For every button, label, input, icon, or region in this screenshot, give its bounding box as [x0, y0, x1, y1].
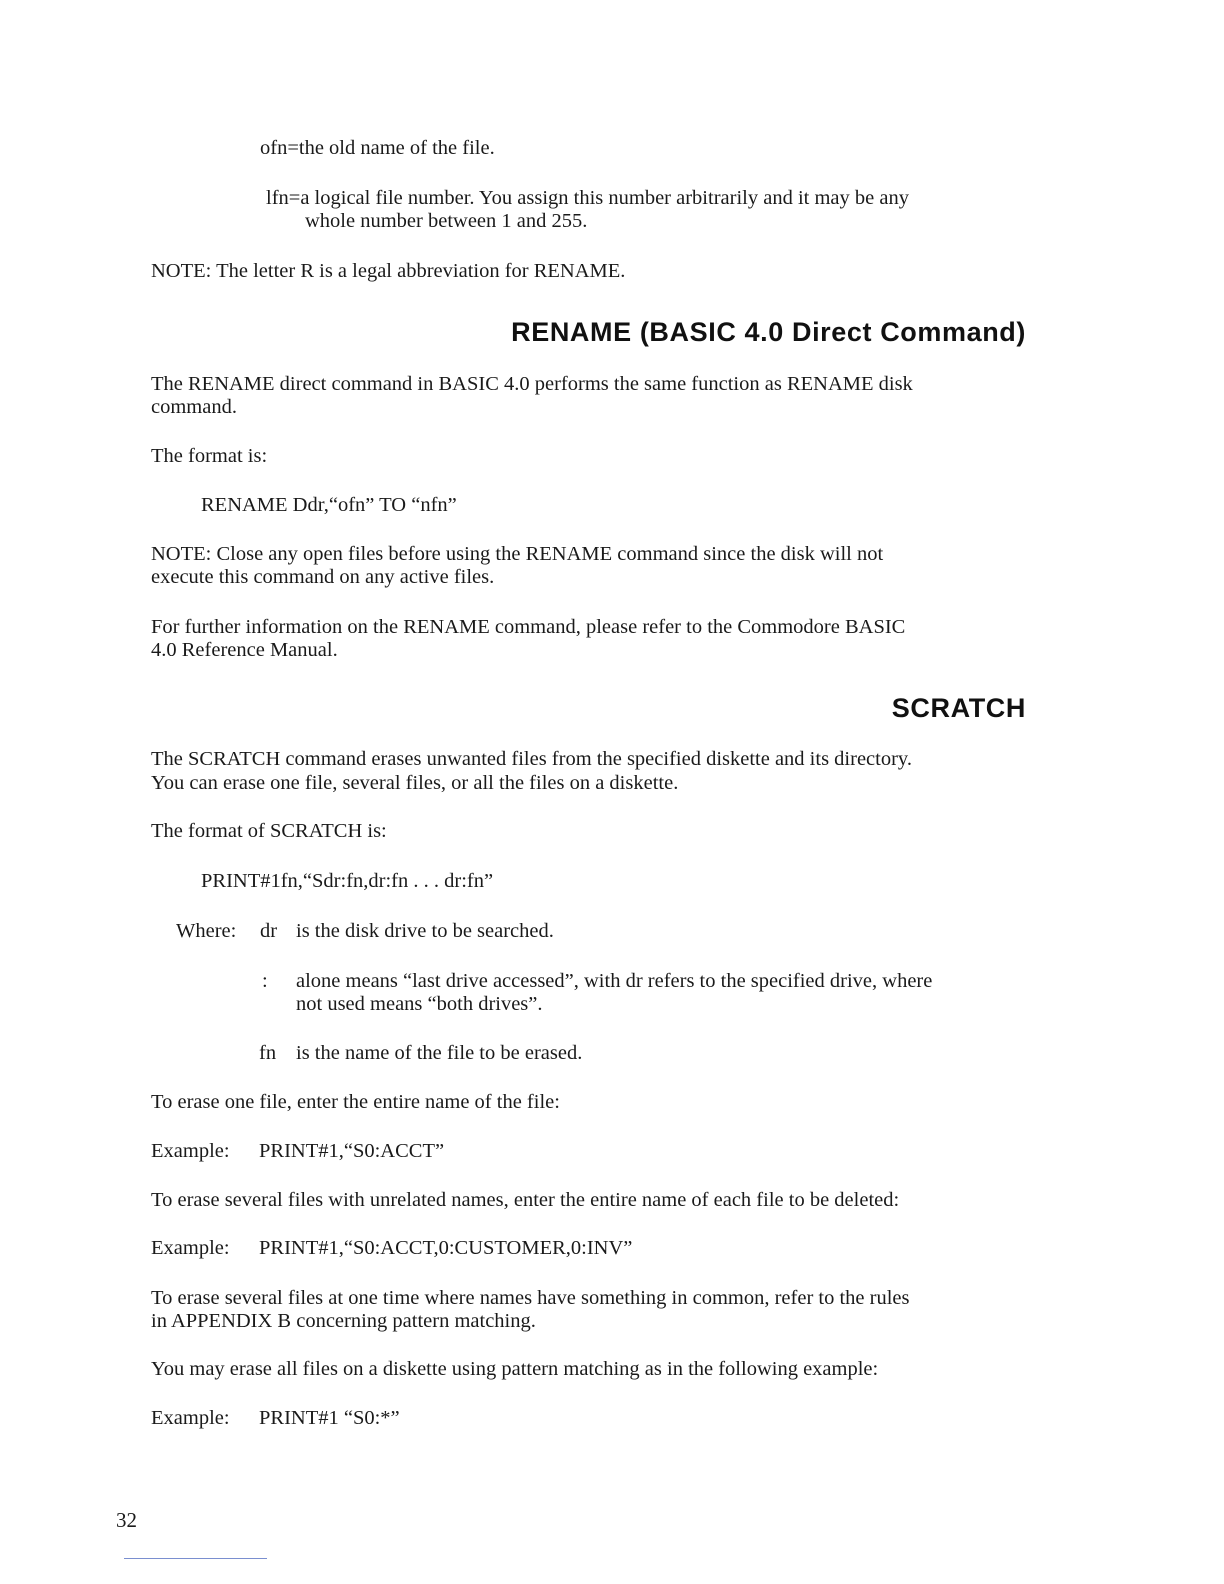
example-code-1: PRINT#1,“S0:ACCT”: [259, 1140, 445, 1162]
definition-term: :: [262, 970, 268, 992]
param-lfn-line1: lfn=a logical file number. You assign this number arbitrarily and it may be any: [266, 187, 909, 209]
example-label: Example:: [151, 1140, 230, 1162]
erase-common-line2: in APPENDIX B concerning pattern matching.: [151, 1310, 536, 1332]
param-lfn-line2: whole number between 1 and 255.: [305, 210, 588, 232]
example-label: Example:: [151, 1237, 230, 1259]
definition-desc-cont: not used means “both drives”.: [296, 993, 543, 1015]
definition-term: dr: [260, 920, 278, 942]
rename-format: RENAME Ddr,“ofn” TO “nfn”: [201, 494, 457, 516]
definition-desc: is the name of the file to be erased.: [296, 1042, 583, 1064]
example-label: Example:: [151, 1407, 230, 1429]
scratch-heading: SCRATCH: [891, 693, 1026, 723]
definition-desc: is the disk drive to be searched.: [296, 920, 554, 942]
footer-rule: [124, 1558, 267, 1559]
scratch-format-label: The format of SCRATCH is:: [151, 820, 387, 842]
page-number: 32: [116, 1508, 137, 1532]
erase-common-line1: To erase several files at one time where names have something in common, refer to the rules: [151, 1287, 910, 1309]
definition-term: fn: [259, 1042, 277, 1064]
rename-note-line2: execute this command on any active files.: [151, 566, 495, 588]
rename-note-line1: NOTE: Close any open files before using the RENAME command since the disk will not: [151, 543, 884, 565]
param-ofn: ofn=the old name of the file.: [260, 137, 495, 159]
erase-one-text: To erase one file, enter the entire name of the file:: [151, 1091, 560, 1113]
scratch-intro-line2: You can erase one file, several files, or all the files on a diskette.: [151, 772, 679, 794]
definition-desc: alone means “last drive accessed”, with dr refers to the specified drive, where: [296, 970, 933, 992]
rename-further-line2: 4.0 Reference Manual.: [151, 639, 338, 661]
rename-format-label: The format is:: [151, 445, 268, 467]
rename-further-line1: For further information on the RENAME command, please refer to the Commodore BASIC: [151, 616, 906, 638]
rename-heading: RENAME (BASIC 4.0 Direct Command): [511, 317, 1026, 347]
rename-intro-line1: The RENAME direct command in BASIC 4.0 performs the same function as RENAME disk: [151, 373, 913, 395]
where-label: Where:: [176, 920, 237, 942]
example-code-2: PRINT#1,“S0:ACCT,0:CUSTOMER,0:INV”: [259, 1237, 633, 1259]
rename-intro-line2: command.: [151, 396, 237, 418]
erase-several-text: To erase several files with unrelated names, enter the entire name of each file to be deleted:: [151, 1189, 900, 1211]
note-abbreviation: NOTE: The letter R is a legal abbreviation for RENAME.: [151, 260, 626, 282]
example-code-3: PRINT#1 “S0:*”: [259, 1407, 400, 1429]
scratch-intro-line1: The SCRATCH command erases unwanted files from the specified diskette and its directory.: [151, 748, 912, 770]
erase-all-text: You may erase all files on a diskette using pattern matching as in the following example:: [151, 1358, 879, 1380]
scratch-format: PRINT#1fn,“Sdr:fn,dr:fn . . . dr:fn”: [201, 870, 494, 892]
